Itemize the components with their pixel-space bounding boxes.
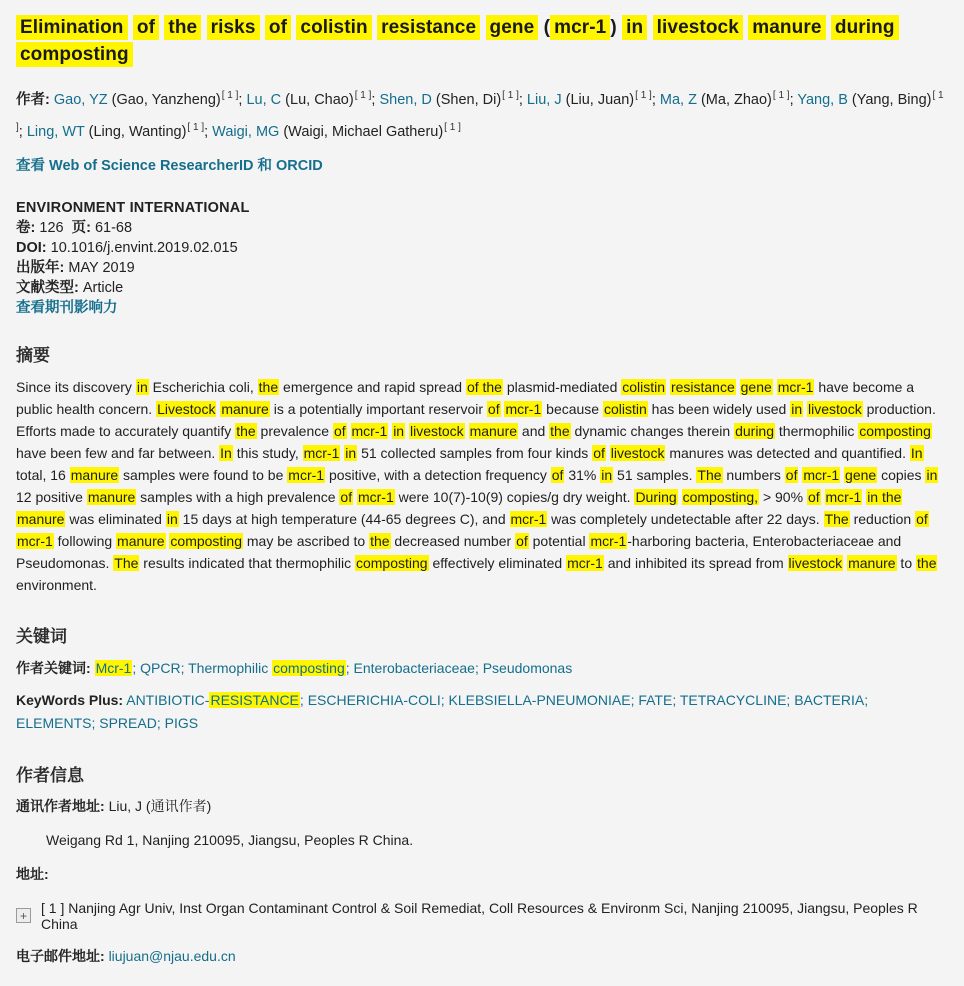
author-keywords-label: 作者关键词: [16, 659, 91, 676]
keyword-link[interactable] [638, 692, 672, 708]
highlighted-term: manure [117, 532, 165, 549]
highlighted-term: manure [87, 488, 136, 505]
doi-value: 10.1016/j.envint.2019.02.015 [50, 239, 238, 256]
author-link[interactable]: Waigi, MG [212, 123, 280, 140]
corresponding-street-address: Weigang Rd 1, Nanjing 210095, Jiangsu, Peoples R China. [46, 831, 414, 848]
text-segment: plasmid-mediated [502, 378, 622, 395]
doc-type-label: 文献类型: [16, 279, 79, 296]
highlighted-term: In [910, 444, 923, 461]
highlighted-term: of [340, 488, 353, 505]
author-fullname: (Waigi, Michael Gatheru) [279, 123, 444, 140]
corresponding-address-row [16, 796, 948, 816]
article-title [16, 14, 948, 68]
text-segment: to [896, 554, 917, 571]
highlighted-term: mcr-1 [505, 400, 542, 417]
highlighted-term: manure [469, 422, 518, 439]
author-separator: ; [371, 91, 380, 108]
text-segment: ESCHERICHIA-COLI [307, 691, 441, 708]
pub-year-row [16, 261, 948, 275]
addresses-label-row [16, 864, 948, 884]
keyword-separator: ; [474, 659, 483, 676]
text-segment: samples with a high prevalence [136, 488, 340, 505]
text-segment: results indicated that thermophilic [139, 554, 355, 571]
keyword-link[interactable] [794, 692, 864, 708]
highlighted-term: The [114, 554, 139, 571]
affiliation-superscript: [ 1 ] [635, 90, 652, 101]
highlighted-term: livestock [409, 422, 464, 439]
highlighted-term: mcr-1 [590, 532, 627, 549]
keyword-link[interactable] [449, 692, 631, 708]
author-link[interactable]: Shen, D [379, 91, 432, 108]
highlighted-term: resistance [377, 15, 480, 40]
text-segment: samples were found to be [119, 466, 288, 483]
doc-type-row [16, 281, 948, 295]
text-segment: thermophilic [775, 422, 859, 439]
text-segment: have become a public health concern. [16, 378, 915, 417]
keyword-link[interactable] [188, 660, 346, 676]
text-segment: ELEMENTS [16, 714, 92, 731]
keyword-link[interactable] [308, 692, 441, 708]
text-segment: reduction [849, 510, 916, 527]
text-segment: dynamic changes therein [570, 422, 735, 439]
affiliation-superscript: [ 1 ] [16, 90, 944, 133]
highlighted-term: in [136, 378, 148, 395]
keyword-link[interactable] [483, 660, 573, 676]
keyword-link[interactable] [680, 692, 787, 708]
highlighted-term: manure [748, 15, 825, 40]
keyword-separator: ; [345, 659, 354, 676]
highlighted-term: manure [221, 400, 269, 417]
highlighted-term: mcr-1 [567, 554, 603, 571]
author-link[interactable]: Lu, C [246, 91, 282, 108]
highlighted-term: in [601, 466, 613, 483]
email-link[interactable]: liujuan@njau.edu.cn [108, 947, 236, 964]
text-segment: copies [877, 466, 926, 483]
highlighted-term: composting [16, 42, 133, 67]
text-segment: 15 days at high temperature (44-65 degrees C), and [178, 510, 510, 527]
keywords-plus-row [16, 689, 948, 735]
highlighted-term: mcr-1 [288, 466, 325, 483]
keywords-plus-container [16, 692, 868, 731]
affiliation-superscript: [ 1 ] [444, 121, 461, 133]
highlighted-term: of [785, 466, 798, 483]
text-segment [647, 17, 652, 38]
highlighted-term: of [807, 488, 820, 505]
highlighted-term: colistin [603, 400, 647, 417]
highlighted-term: in [166, 510, 178, 527]
highlighted-term: mcr-1 [357, 488, 394, 505]
highlighted-term: manure [17, 510, 65, 527]
journal-name: ENVIRONMENT INTERNATIONAL [16, 199, 250, 216]
highlighted-term: gene [845, 466, 877, 483]
text-segment: was eliminated [65, 510, 166, 527]
text-segment [480, 17, 485, 38]
highlighted-term: livestock [808, 400, 862, 417]
highlighted-term: In [220, 444, 232, 461]
highlighted-term: RESISTANCE [210, 691, 299, 708]
text-segment: total, 16 [16, 466, 70, 483]
highlighted-term: composting, [682, 488, 759, 505]
affiliation-superscript: [ 1 ] [187, 121, 205, 133]
text-segment: Pseudomonas [482, 659, 573, 676]
highlighted-term: of [516, 532, 528, 549]
text-segment: have been few and far between. [16, 444, 220, 461]
keyword-separator: ; [299, 691, 308, 708]
text-segment: effectively eliminated [428, 554, 567, 571]
text-segment: > 90% [759, 488, 807, 505]
author-keywords-container [95, 660, 573, 676]
keyword-link[interactable] [165, 715, 198, 731]
highlighted-term: mcr-1 [825, 488, 862, 505]
text-segment: and inhibited its spread from [603, 554, 788, 571]
expand-address-button[interactable]: + [16, 908, 31, 923]
highlighted-term: composting [170, 532, 242, 549]
text-segment [465, 423, 469, 439]
text-segment: is a potentially important reservoir [269, 400, 487, 417]
text-segment: manures was detected and quantified. [665, 444, 910, 461]
author-fullname: (Lu, Chao) [281, 91, 354, 108]
author-fullname: (Liu, Juan) [561, 91, 635, 108]
authors-label: 作者: [16, 91, 50, 108]
author-separator: ; [204, 123, 213, 140]
highlighted-term: gene [740, 378, 772, 395]
author-fullname: (Ma, Zhao) [696, 91, 772, 108]
keyword-link[interactable] [126, 692, 300, 708]
text-segment: -harboring bacteria, Enterobacteriaceae and Pseudomonas. [16, 532, 902, 571]
highlighted-term: of [916, 510, 928, 527]
highlighted-term: mcr-1 [803, 466, 840, 483]
highlighted-term: of [333, 422, 346, 439]
keyword-link[interactable] [140, 660, 180, 676]
highlighted-term: composting [859, 422, 931, 439]
highlighted-term: in [926, 466, 938, 483]
author-fullname: (Gao, Yanzheng) [107, 91, 221, 108]
highlighted-term: of [487, 400, 500, 417]
author-link[interactable]: Yang, B [797, 91, 848, 108]
highlighted-term: composting [273, 659, 345, 676]
text-segment: because [542, 400, 603, 417]
journal-metadata [16, 201, 948, 315]
highlighted-term: livestock [788, 554, 843, 571]
text-segment: prevalence [256, 422, 333, 439]
highlighted-term: of [265, 15, 291, 40]
text-segment: positive, with a detection frequency [325, 466, 551, 483]
text-segment: ANTIBIOTIC- [126, 691, 210, 708]
doi-row [16, 241, 948, 255]
text-segment: TETRACYCLINE [679, 691, 787, 708]
corresponding-author-value: Liu, J (通讯作者) [108, 797, 212, 814]
keyword-link[interactable] [16, 715, 91, 731]
author-separator: ; [18, 123, 27, 140]
author-separator: ; [651, 91, 660, 108]
highlighted-term: livestock [610, 444, 665, 461]
author-fullname: (Ling, Wanting) [84, 123, 187, 140]
text-segment: Thermophilic [188, 659, 273, 676]
volume-value: 126 [39, 219, 64, 236]
highlighted-term: in [791, 400, 803, 417]
highlighted-term: mcr-1 [510, 510, 547, 527]
affiliation-superscript: [ 1 ] [772, 90, 790, 101]
highlighted-term: mcr-1 [17, 532, 53, 549]
highlighted-term: of the [466, 378, 502, 395]
highlighted-term: of [551, 466, 564, 483]
highlighted-term: colistin [296, 15, 371, 40]
text-segment [678, 489, 682, 505]
text-segment: QPCR [140, 659, 181, 676]
keyword-separator: ; [672, 691, 680, 708]
text-segment: environment. [16, 576, 97, 593]
highlighted-term: in [622, 15, 647, 40]
address-1-row [16, 900, 948, 932]
affiliation-superscript: [ 1 ] [354, 90, 372, 101]
highlighted-term: gene [486, 15, 539, 40]
pages-value: 61-68 [94, 219, 133, 236]
text-segment: ( [538, 17, 551, 38]
abstract-text [16, 376, 948, 596]
volume-label: 卷: [16, 219, 36, 236]
keyword-separator: ; [180, 659, 189, 676]
highlighted-term: mcr-1 [303, 444, 340, 461]
corresponding-address-label: 通讯作者地址: [16, 797, 105, 814]
keywords-plus-label: KeyWords Plus: [16, 691, 124, 708]
highlighted-term: Elimination [16, 15, 128, 40]
highlighted-term: risks [207, 15, 260, 40]
text-segment: ) [610, 17, 623, 38]
highlighted-term: in [345, 444, 357, 461]
affiliation-superscript: [ 1 ] [502, 90, 519, 101]
highlighted-term: colistin [622, 378, 666, 395]
affiliation-superscript: [ 1 ] [221, 90, 239, 101]
text-segment: KLEBSIELLA-PNEUMONIAE [448, 691, 631, 708]
text-segment [347, 423, 351, 439]
keyword-separator: ; [91, 714, 100, 731]
highlighted-term: Mcr-1 [95, 659, 132, 676]
text-segment: has been widely used [647, 400, 791, 417]
highlighted-term: Livestock [157, 400, 216, 417]
highlighted-term: the [164, 15, 201, 40]
author-separator: ; [238, 91, 247, 108]
author-link[interactable]: Ling, WT [26, 123, 85, 140]
highlighted-term: the [550, 422, 570, 439]
doc-type-value: Article [82, 279, 124, 296]
text-segment: 51 samples. [613, 466, 697, 483]
text-segment: Enterobacteriaceae [353, 659, 475, 676]
text-segment: FATE [638, 691, 673, 708]
text-segment: BACTERIA [794, 691, 865, 708]
text-segment: 31% [564, 466, 601, 483]
highlighted-term: the [917, 554, 937, 571]
journal-impact-row [16, 301, 948, 315]
highlighted-term: during [735, 422, 774, 439]
keyword-link[interactable] [354, 660, 475, 676]
author-keywords-row [16, 657, 948, 680]
highlighted-term: the [236, 422, 256, 439]
text-segment: 12 positive [16, 488, 87, 505]
author-link[interactable]: Liu, J [526, 91, 562, 108]
pub-year-value: MAY 2019 [68, 259, 135, 276]
text-segment: SPREAD [99, 714, 157, 731]
highlighted-term: the [258, 378, 279, 395]
journal-impact-link[interactable]: 查看期刊影响力 [16, 299, 118, 316]
text-segment: Since its discovery [16, 378, 136, 395]
researcher-row [16, 154, 948, 175]
author-link[interactable]: Ma, Z [659, 91, 697, 108]
text-segment [201, 17, 206, 38]
address-1-text: [ 1 ] Nanjing Agr Univ, Inst Organ Contaminant Control & Soil Remediat, Coll Resources & Environm Sci, Nanjing 210095, Jiangsu, Peoples R China [41, 899, 918, 932]
keyword-link[interactable] [99, 715, 157, 731]
highlighted-term: mcr-1 [351, 422, 388, 439]
highlighted-term: livestock [653, 15, 743, 40]
text-segment: decreased number [390, 532, 516, 549]
author-fullname: (Shen, Di) [431, 91, 502, 108]
keyword-separator: ; [864, 691, 869, 708]
highlighted-term: during [831, 15, 899, 40]
highlighted-term: The [824, 510, 849, 527]
volume-pages-row [16, 221, 948, 235]
highlighted-term: the [370, 532, 390, 549]
doi-label: DOI: [16, 239, 47, 256]
text-segment [821, 489, 825, 505]
author-list-container [16, 92, 944, 140]
highlighted-term: The [697, 466, 722, 483]
pub-year-label: 出版年: [16, 259, 65, 276]
highlighted-term: in the [867, 488, 902, 505]
abstract-heading: 摘要 [16, 345, 50, 365]
text-segment: emergence and rapid spread [279, 378, 466, 395]
text-segment: 51 collected samples from four kinds [357, 444, 593, 461]
author-link[interactable]: Gao, YZ [53, 91, 108, 108]
highlighted-term: mcr-1 [777, 378, 814, 395]
author-separator: ; [518, 91, 527, 108]
text-segment: may be ascribed to [243, 532, 370, 549]
highlighted-term: composting [355, 554, 428, 571]
text-segment: Escherichia coli, [148, 378, 258, 395]
text-segment: this study, [232, 444, 303, 461]
text-segment: production. Efforts made to accurately quantify [16, 400, 936, 439]
author-info-heading: 作者信息 [16, 765, 84, 785]
highlighted-term: During [635, 488, 677, 505]
author-fullname: (Yang, Bing) [847, 91, 932, 108]
text-segment: were 10(7)-10(9) copies/g dry weight. [394, 488, 635, 505]
text-segment: and [518, 422, 550, 439]
keywords-heading: 关键词 [16, 626, 67, 646]
keyword-separator: ; [630, 691, 639, 708]
highlighted-term: in [393, 422, 405, 439]
text-segment: numbers [722, 466, 785, 483]
text-segment: potential [528, 532, 590, 549]
highlighted-term: manure [70, 466, 119, 483]
highlighted-term: of [133, 15, 159, 40]
addresses-label: 地址: [16, 865, 49, 882]
researcherid-orcid-link[interactable]: 查看 Web of Science ResearcherID 和 ORCID [16, 157, 323, 174]
text-segment: was completely undetectable after 22 days. [547, 510, 824, 527]
pages-label: 页: [71, 219, 91, 236]
keyword-separator: ; [132, 659, 141, 676]
text-segment: following [53, 532, 117, 549]
keyword-separator: ; [786, 691, 795, 708]
email-row [16, 946, 948, 966]
highlighted-term: of [593, 444, 605, 461]
highlighted-term: resistance [670, 378, 735, 395]
author-separator: ; [789, 91, 798, 108]
keyword-separator: ; [156, 714, 165, 731]
keyword-link[interactable] [95, 660, 133, 676]
highlighted-term: manure [848, 554, 896, 571]
email-label: 电子邮件地址: [16, 947, 105, 964]
keyword-separator: ; [440, 691, 449, 708]
author-list [16, 82, 948, 146]
text-segment: PIGS [164, 714, 199, 731]
highlighted-term: mcr-1 [550, 15, 610, 40]
